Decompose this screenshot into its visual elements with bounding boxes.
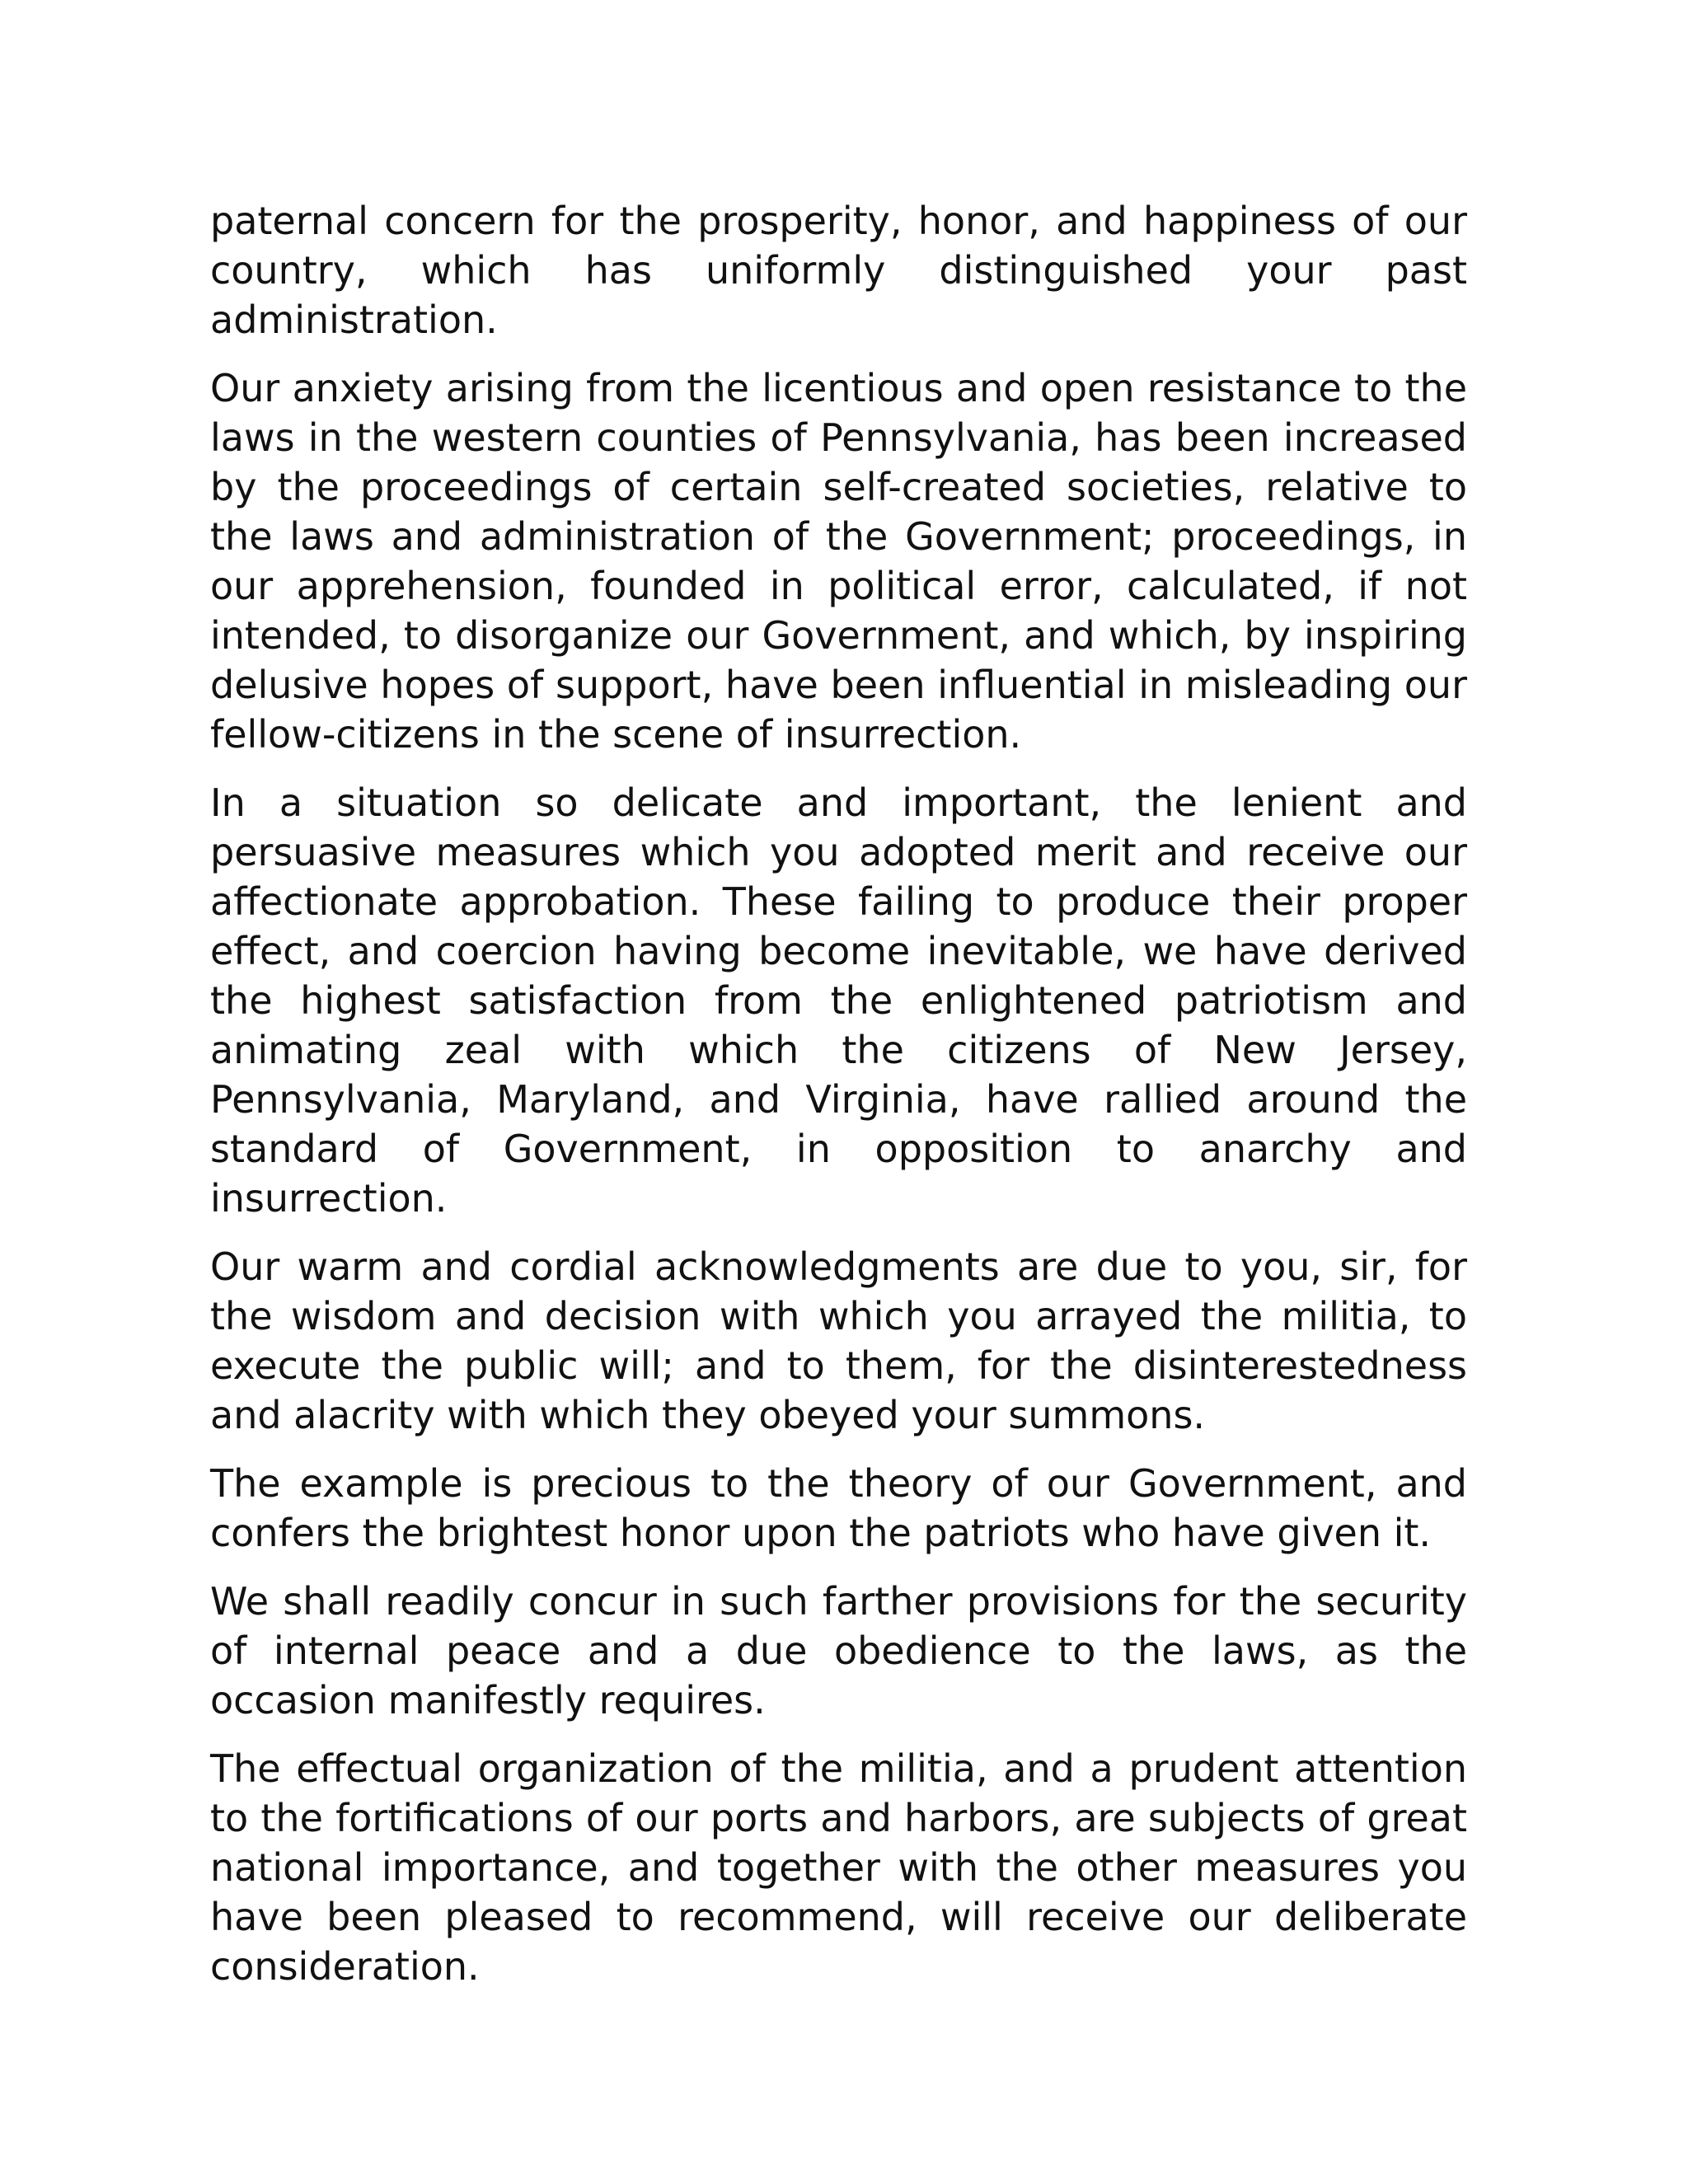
- paragraph-3: In a situation so delicate and important, the lenient and persuasive measures which you adopted merit and receive our affectionate approbation. These failing to produce their proper effect, and coercion having become inevitable, we have derived the highest satisfaction from the enlightened patriotism and animating zeal with which the citizens of New Jersey, Pennsylvania, Maryland, and Virginia, have rallied around the standard of Government, in opposition to anarchy and insurrection.: [210, 780, 1467, 1221]
- paragraph-4: Our warm and cordial acknowledgments are due to you, sir, for the wisdom and decision with which you arrayed the militia, to execute the public will; and to them, for the disinterestedness and alacrity with which they obeyed your summons.: [210, 1244, 1467, 1437]
- paragraph-6: We shall readily concur in such farther provisions for the security of internal peace and a due obedience to the laws, as the occasion manifestly requires.: [210, 1579, 1467, 1722]
- paragraph-2: Our anxiety arising from the licentious and open resistance to the laws in the western counties of Pennsylvania, has been increased by the proceedings of certain self-created societies, relative to the laws and administration of the Government; proceedings, in our apprehension, founded in political error, calculated, if not intended, to disorganize our Government, and which, by inspiring delusive hopes of support, have been influential in misleading our fellow-citizens in the scene of insurrection.: [210, 366, 1467, 757]
- paragraph-1: paternal concern for the prosperity, honor, and happiness of our country, which has uniformly distinguished your past administration.: [210, 199, 1467, 342]
- document-page: [210, 196, 1467, 2010]
- paragraph-7: The effectual organization of the militia, and a prudent attention to the fortifications of our ports and harbors, are subjects of great national importance, and together with the other measures you have been pleased to recommend, will receive our deliberate consideration.: [210, 1746, 1467, 1989]
- paragraph-5: The example is precious to the theory of our Government, and confers the brightest honor upon the patriots who have given it.: [210, 1461, 1467, 1555]
